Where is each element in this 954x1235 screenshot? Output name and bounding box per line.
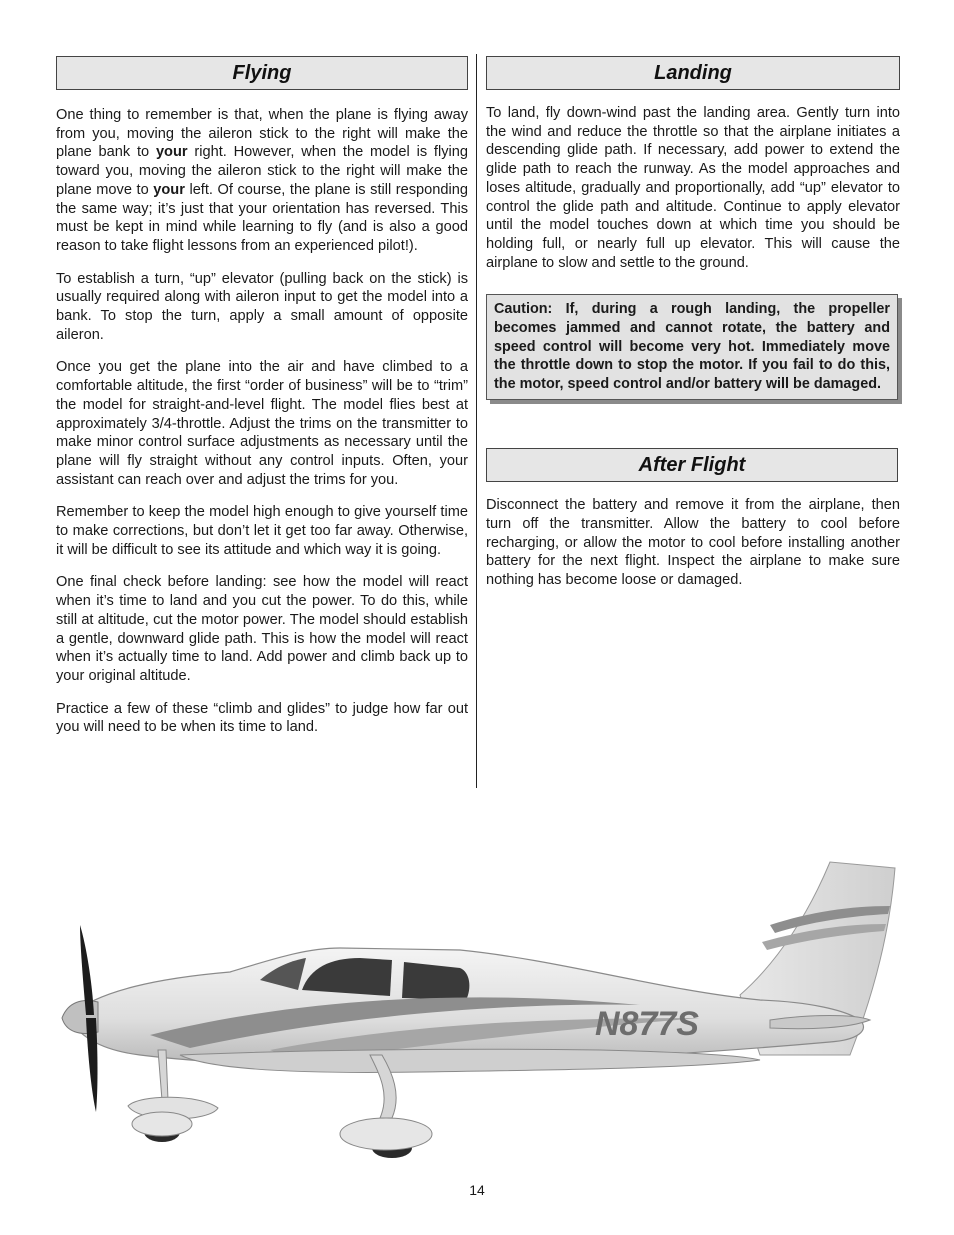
flying-paragraph-5: One final check before landing: see how the model will react when it’s time to land and you cut the power. To do this, while still at altitude, cut the motor power. The model should establish a gentle, downward glide path. This is how the model will react when it’s actually time to land. Add power and climb back up to your original altitude. bbox=[56, 574, 468, 684]
landing-paragraph: To land, fly down-wind past the landing area. Gently turn into the wind and reduce the throttle so that the airplane initiates a descending glide path. If necessary, add power to extend the glide path to reach the runway. As the model approaches and loses altitude, gradually and proportionally, add “up” elevator to control the glide path and altitude. Continue to apply elevator until the model touches down at which time you should be holding full, or nearly full up elevator. This will cause the airplane to slow and settle to the ground. bbox=[486, 105, 900, 271]
after-flight-heading: After Flight bbox=[638, 453, 746, 476]
after-flight-paragraph: Disconnect the battery and remove it from the airplane, then turn off the transmitter. Allow the battery to cool before recharging, or allow the motor to cool before installing another battery for the next flight. Inspect the airplane to make sure nothing has become loose or damaged. bbox=[486, 497, 900, 589]
right-column bbox=[486, 56, 900, 590]
landing-heading-box bbox=[486, 56, 900, 90]
flying-paragraph-4: Remember to keep the model high enough to give yourself time to make corrections, but don’t let it get too far away. Otherwise, it will be difficult to see its attitude and which way it is going. bbox=[56, 504, 468, 558]
after-flight-heading-box bbox=[486, 448, 898, 482]
caution-box bbox=[486, 294, 898, 400]
airplane-illustration bbox=[40, 850, 910, 1175]
column-divider bbox=[476, 54, 477, 788]
airplane-registration: N877S bbox=[595, 1005, 699, 1043]
caution-text: Caution: If, during a rough landing, the propeller becomes jammed and cannot rotate, the battery and speed control will become very hot. Immediately move the throttle down to stop the motor. If you fail to do this, the motor, speed control and/or battery will be damaged. bbox=[494, 301, 890, 392]
flying-paragraph-2: To establish a turn, “up” elevator (pulling back on the stick) is usually required along with aileron input to get the model into a bank. To stop the turn, apply a small amount of opposite aileron. bbox=[56, 270, 468, 343]
landing-heading: Landing bbox=[654, 61, 732, 84]
flying-heading-box bbox=[56, 56, 468, 90]
flying-paragraph-6: Practice a few of these “climb and glides” to judge how far out you will need to be when its time to land. bbox=[56, 700, 468, 736]
flying-paragraph-1: One thing to remember is that, when the plane is flying away from you, moving the aileron stick to the right will make the plane bank to your right. However, when the model is flying toward you, moving the aileron stick to the right will make the plane move to your left. Of course, the plane is still responding the same way; it’s just that your orientation has reversed. This must be kept in mind while learning to fly (and is also a good reason to take flight lessons from an experienced pilot!). bbox=[56, 107, 468, 254]
flying-paragraph-3: Once you get the plane into the air and have climbed to a comfortable altitude, the first “order of business” will be to “trim” the model for straight-and-level flight. The model flies best at approximately 3/4-throttle. Adjust the trims on the transmitter to make minor control surface adjustments as necessary until the plane will fly straight without any control inputs. Often, your assistant can reach over and adjust the trims for you. bbox=[56, 359, 468, 488]
page-number: 14 bbox=[469, 1182, 485, 1198]
flying-heading: Flying bbox=[232, 61, 292, 84]
flying-column bbox=[56, 56, 468, 737]
